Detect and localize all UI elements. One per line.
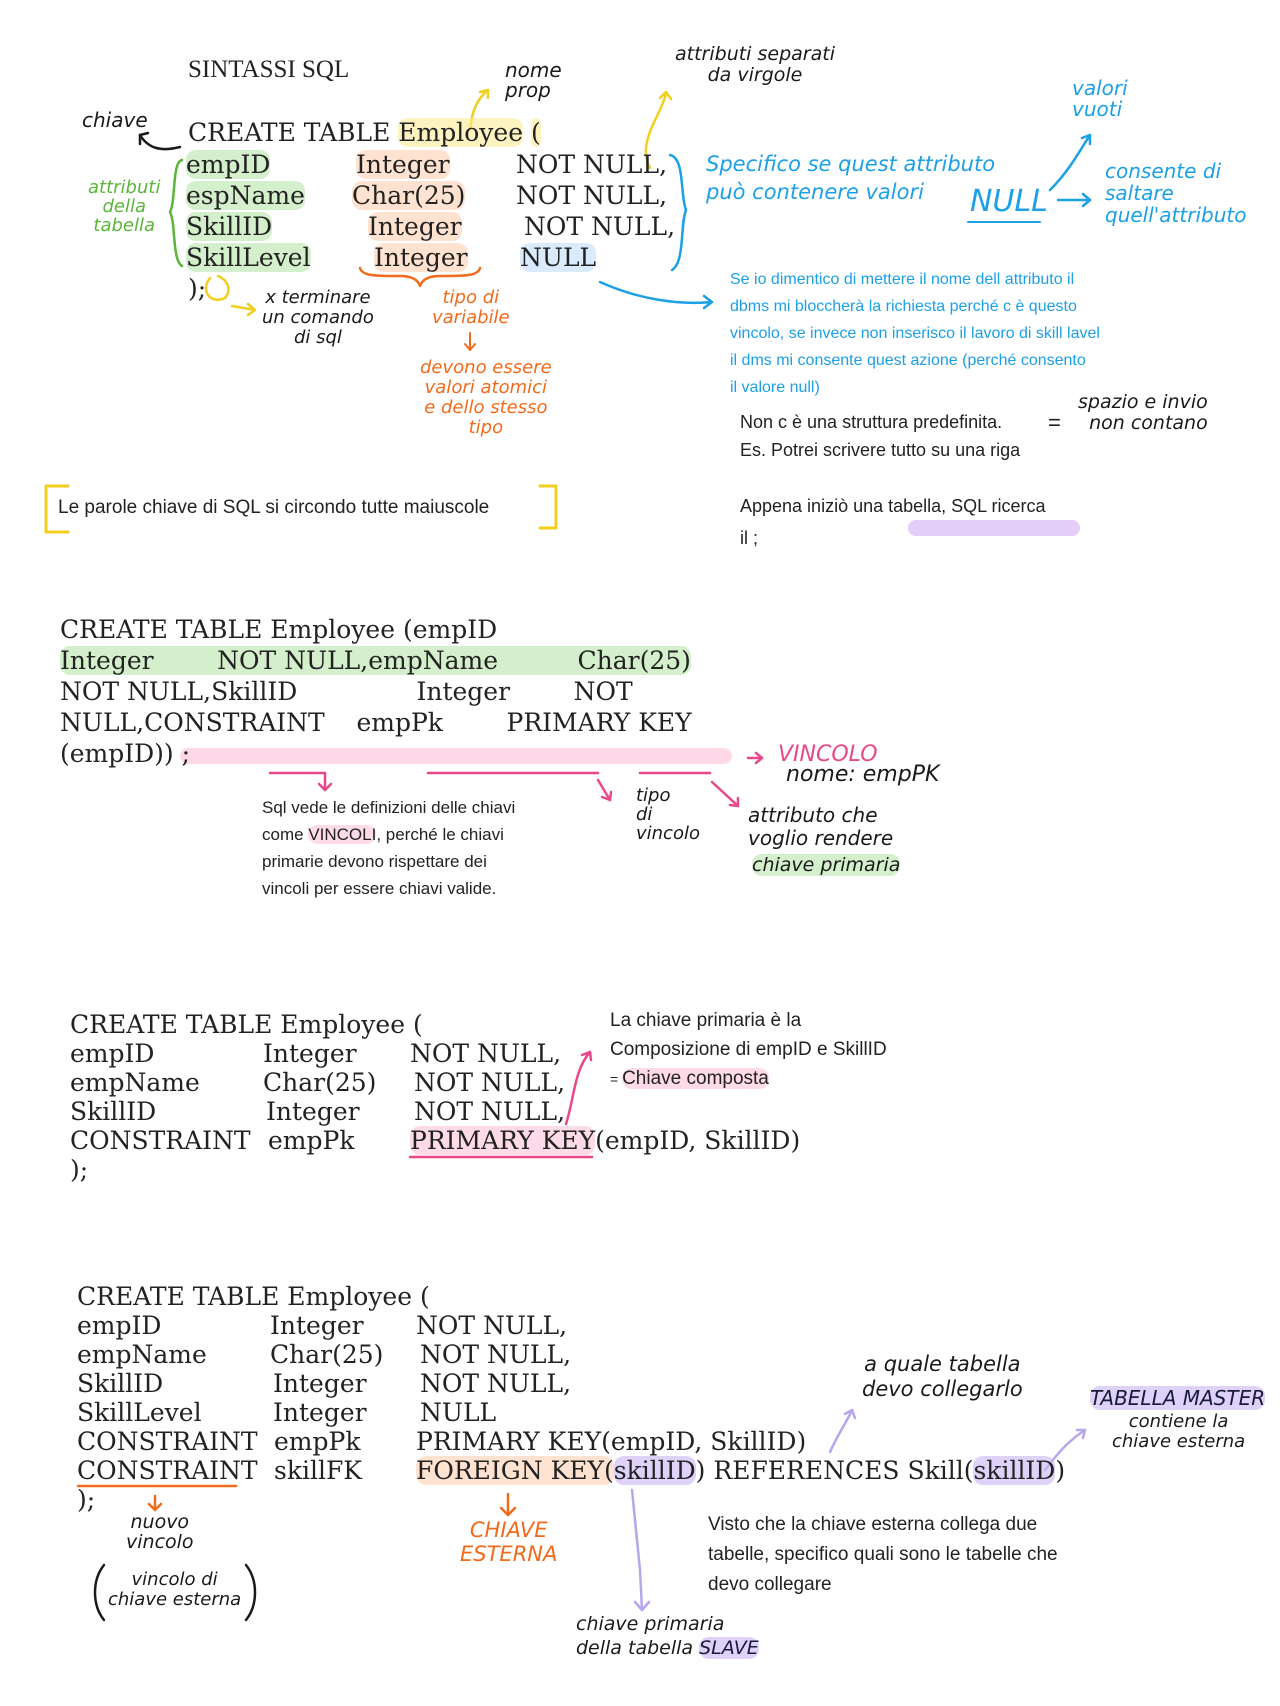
field-type: Integer <box>266 1097 360 1126</box>
primary-key-clause: PRIMARY KEY(empID, SkillID) <box>410 1126 801 1155</box>
note-attributo-che: attributo che voglio rendere <box>748 803 894 850</box>
field-name: SkillID <box>70 1097 157 1126</box>
note-vincolo: VINCOLO <box>778 742 878 767</box>
note-chiave-primaria: chiave primaria <box>752 854 901 876</box>
note-devono: devono essere valori atomici e dello stesso tipo <box>420 357 552 438</box>
field-type: Integer <box>374 243 468 272</box>
foreign-key-clause: FOREIGN KEY(skillID) REFERENCES Skill(skillID) <box>416 1456 1066 1485</box>
field-name: empID <box>77 1311 162 1340</box>
statement-end: ); <box>77 1485 96 1514</box>
note-chiave-esterna: CHIAVE ESTERNA <box>460 1518 558 1566</box>
primary-key-clause: PRIMARY KEY(empID, SkillID) <box>416 1427 807 1456</box>
note-chiave: chiave <box>82 108 148 132</box>
note-spazio: spazio e invio non contano <box>1078 391 1208 434</box>
struttura-note: Non c è una struttura predefinita. Es. Potrei scrivere tutto su una riga <box>740 412 1021 460</box>
create-table-line: CREATE TABLE Employee ( <box>77 1282 430 1311</box>
field-type: Integer <box>356 150 450 179</box>
create-table-line: CREATE TABLE Employee ( <box>188 118 541 147</box>
note-valori-vuoti: valori vuoti <box>1072 76 1128 121</box>
constraint-keyword: CONSTRAINT <box>70 1126 251 1155</box>
note-tipo-variabile: tipo di variabile <box>432 287 510 328</box>
field-type: Char(25) <box>263 1068 377 1097</box>
field-name: espName <box>186 181 305 210</box>
blue-explanation: Se io dimentico di mettere il nome dell attributo il dbms mi bloccherà la richiesta perché c è questo vincolo, se invece non inserisco il lavoro di skill lavel il dms mi consente quest azione (perché consento il valore null) <box>730 271 1100 396</box>
field-constraint: NOT NULL, <box>524 212 676 241</box>
statement-end: ); <box>70 1155 89 1184</box>
keywords-note: Le parole chiave di SQL si circondo tutte maiuscole <box>58 497 490 518</box>
field-constraint: NOT NULL, <box>416 1311 568 1340</box>
note-attributi: attributi della tabella <box>88 177 161 236</box>
note-tipo-vincolo: tipo di vincolo <box>636 785 700 844</box>
field-type: Integer <box>273 1398 367 1427</box>
attributes-brace <box>170 160 182 266</box>
section4-explanation: Visto che la chiave esterna collega due tabelle, specifico quali sono le tabelle che devo collegare <box>708 1514 1058 1595</box>
field-constraint: NOT NULL, <box>516 181 668 210</box>
field-name: empName <box>77 1340 207 1369</box>
field-name: empName <box>70 1068 200 1097</box>
field-constraint: NOT NULL, <box>410 1039 562 1068</box>
equals-sign: = <box>1048 410 1061 435</box>
statement-end: ); <box>188 274 207 303</box>
field-name: SkillID <box>77 1369 164 1398</box>
note-tabella-master: TABELLA MASTER <box>1090 1386 1266 1410</box>
inline-create-statement: CREATE TABLE Employee (empID Integer NOT NULL,empName Char(25) NOT NULL,SkillID Integer NOT NULL,CONSTRAINT empPk PRIMARY KEY (empID)) ; <box>60 615 692 768</box>
field-name: SkillID <box>186 212 273 241</box>
constraint-keyword: CONSTRAINT <box>77 1427 258 1456</box>
field-constraint: NULL <box>520 243 597 272</box>
note-specifico: Specifico se quest attributo può contenere valori <box>706 152 996 204</box>
field-type: Integer <box>368 212 462 241</box>
note-chiave-slave: chiave primaria della tabella SLAVE <box>576 1613 759 1659</box>
constraint-keyword: CONSTRAINT <box>77 1456 258 1485</box>
note-vincolo-chiave: vincolo di chiave esterna <box>108 1569 242 1610</box>
field-type: Char(25) <box>352 181 466 210</box>
appena-note: Appena iniziò una tabella, SQL ricerca il ; <box>740 496 1046 548</box>
field-name: empID <box>186 150 271 179</box>
table-name: Employee <box>398 118 524 147</box>
field-constraint: NOT NULL, <box>414 1097 566 1126</box>
section3-note: La chiave primaria è la Composizione di empID e SkillID = Chiave composta <box>610 1010 887 1089</box>
field-name: SkillLevel <box>77 1398 202 1427</box>
create-table-line: CREATE TABLE Employee ( <box>70 1010 423 1039</box>
field-constraint: NOT NULL, <box>420 1369 572 1398</box>
note-nome-empPK: nome: empPK <box>786 762 940 787</box>
note-nuovo-vincolo: nuovo vincolo <box>126 1511 194 1553</box>
note-terminare: x terminare un comando di sql <box>262 287 374 348</box>
note-consente: consente di saltare quell'attributo <box>1105 159 1247 227</box>
field-type: Char(25) <box>270 1340 384 1369</box>
note-nome-prop: nome prop <box>505 58 562 102</box>
chiave-arrow <box>140 135 180 149</box>
field-constraint: NOT NULL, <box>420 1340 572 1369</box>
constraint-name: empPk <box>268 1126 355 1155</box>
field-type: Integer <box>273 1369 367 1398</box>
section2-explanation: Sql vede le definizioni delle chiavi come VINCOLI, perché le chiavi primarie devono rispettare dei vincoli per essere chiavi valide. <box>262 798 516 898</box>
constraint-name: empPk <box>274 1427 361 1456</box>
field-type: Integer <box>263 1039 357 1068</box>
field-constraint: NULL <box>420 1398 497 1427</box>
note-attributi-separati: attributi separati da virgole <box>675 43 835 86</box>
field-constraint: NOT NULL, <box>516 150 668 179</box>
note-null: NULL <box>970 184 1048 219</box>
note-contiene: contiene la chiave esterna <box>1112 1411 1246 1452</box>
field-type: Integer <box>270 1311 364 1340</box>
field-name: empID <box>70 1039 155 1068</box>
note-a-quale: a quale tabella devo collegarlo <box>862 1352 1023 1401</box>
field-constraint: NOT NULL, <box>414 1068 566 1097</box>
field-name: SkillLevel <box>186 243 311 272</box>
page-title: SINTASSI SQL <box>188 56 350 83</box>
constraint-name: skillFK <box>274 1456 362 1485</box>
